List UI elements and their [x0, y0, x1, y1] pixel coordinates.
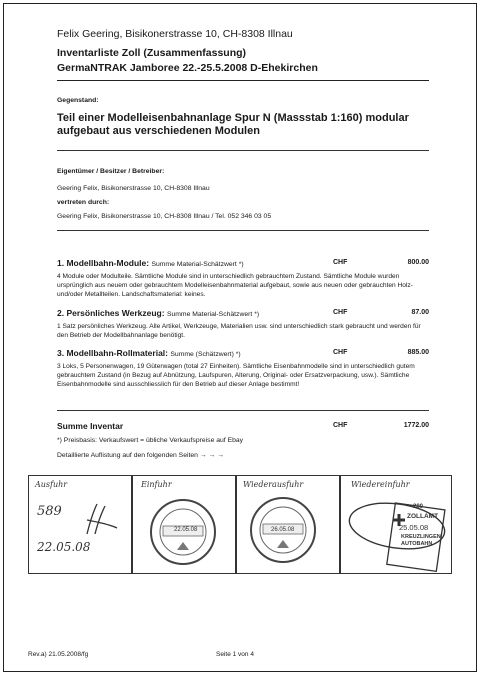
representative-label: vertreten durch:: [57, 199, 110, 206]
section-2-note: Summe Material-Schätzwert *): [166, 311, 260, 318]
export-label: Ausfuhr: [35, 480, 68, 489]
section-1-text: 4 Module oder Modulteile. Sämtliche Module sind in unterschiedlich gebrauchtem Zustand. Sämtliche Module wurden ursprünglich aus neuem oder gebrauchtem Modelleisenbahnmaterial aufgebaut, sowie aus neuen oder gebrauchten Holz- und/oder Metallteilen. Landschaftsmaterial: keines.: [57, 273, 413, 299]
reexport-stamp-date: 26.05.08: [271, 527, 295, 533]
signature-mark: [81, 500, 121, 538]
event-title: GermaNTRAK Jamboree 22.-25.5.2008 D-Ehekirchen: [57, 62, 318, 74]
owner-rule: [57, 230, 429, 231]
section-3-currency: CHF: [333, 349, 348, 356]
header-rule: [57, 80, 429, 81]
subject-text: Teil einer Modelleisenbahnanlage Spur N (Massstab 1:160) modular aufgebaut aus verschiedenen Modulen: [57, 112, 409, 137]
export-date: 22.05.08: [37, 540, 91, 554]
import-stamp-date: 22.05.08: [174, 527, 198, 533]
reimport-stamp: [343, 490, 451, 572]
section-1-title: [57, 258, 244, 268]
section-1-note: Summe Material-Schätzwert *): [151, 261, 244, 268]
section-1-amount: 800.00: [407, 259, 429, 266]
section-3-heading: 3. Modellbahn-Rollmaterial:: [57, 348, 168, 358]
subject-rule: [57, 150, 429, 151]
stamp-box-import: [132, 475, 236, 574]
section-1-currency: CHF: [333, 259, 348, 266]
subject-label: Gegenstand:: [57, 97, 99, 104]
price-basis-note: *) Preisbasis: Verkaufswert = übliche Verkaufspreise auf Ebay: [57, 437, 244, 444]
total-currency: CHF: [333, 422, 348, 429]
section-3-text: 3 Loks, 5 Personenwagen, 19 Güterwagen (total 27 Einheiten). Sämtliche Eisenbahnmodelle sind in unterschiedlich gutem gebrauchtem Zustand (in Bezug auf Abnützung, Laufspuren, Alterung, Original- oder Ersatzverpackung, usw.). Sämtliche Eisenbahnmodelle sind ausschliesslich für den Betrieb auf dieser Anlage bestimmt!: [57, 363, 415, 389]
reimport-label: Wiedereinfuhr: [351, 480, 410, 489]
reimport-stamp-place: KREUZLINGEN AUTOBAHN: [401, 534, 441, 547]
total-label: Summe Inventar: [57, 421, 124, 431]
details-note: Detaillierte Auflistung auf den folgenden Seiten → → →: [57, 452, 225, 459]
revision-note: Rev.a) 21.05.2008/fg: [28, 651, 89, 658]
stamp-box-reimport: [340, 475, 452, 574]
section-3-amount: 885.00: [407, 349, 429, 356]
stamp-box-reexport: [236, 475, 340, 574]
sections-rule: [57, 410, 429, 411]
section-2-title: [57, 308, 259, 318]
section-2-text: 1 Satz persönliches Werkzeug. Alle Artikel, Werkzeuge, Materialien usw. sind unterschiedlich stark gebraucht und werden für den Betrieb der Modellbahnanlage benötigt.: [57, 323, 421, 340]
page-number: Seite 1 von 4: [216, 651, 254, 658]
reimport-stamp-number: 280: [413, 504, 424, 510]
section-2-amount: 87.00: [411, 309, 429, 316]
section-3-note: Summe (Schätzwert) *): [170, 351, 241, 358]
section-2-heading: 2. Persönliches Werkzeug:: [57, 308, 165, 318]
section-2-currency: CHF: [333, 309, 348, 316]
section-3-title: [57, 348, 241, 358]
import-label: Einfuhr: [141, 480, 172, 489]
export-number: 589: [37, 504, 62, 519]
stamp-box-export: [28, 475, 132, 574]
section-1-heading: 1. Modellbahn-Module:: [57, 258, 150, 268]
document-title: Inventarliste Zoll (Zusammenfassung): [57, 47, 247, 59]
owner-value: Geering Felix, Bisikonerstrasse 10, CH-8308 Illnau: [57, 185, 210, 192]
reexport-label: Wiederausfuhr: [243, 480, 304, 489]
sender-address: Felix Geering, Bisikonerstrasse 10, CH-8308 Illnau: [57, 28, 293, 40]
owner-label: Eigentümer / Besitzer / Betreiber:: [57, 168, 165, 175]
reimport-stamp-date: 25.05.08: [399, 523, 429, 532]
representative-value: Geering Felix, Bisikonerstrasse 10, CH-8308 Illnau / Tel. 052 346 03 05: [57, 213, 272, 220]
total-amount: 1772.00: [403, 422, 429, 429]
reimport-stamp-office: ZOLLAMT: [407, 513, 439, 520]
